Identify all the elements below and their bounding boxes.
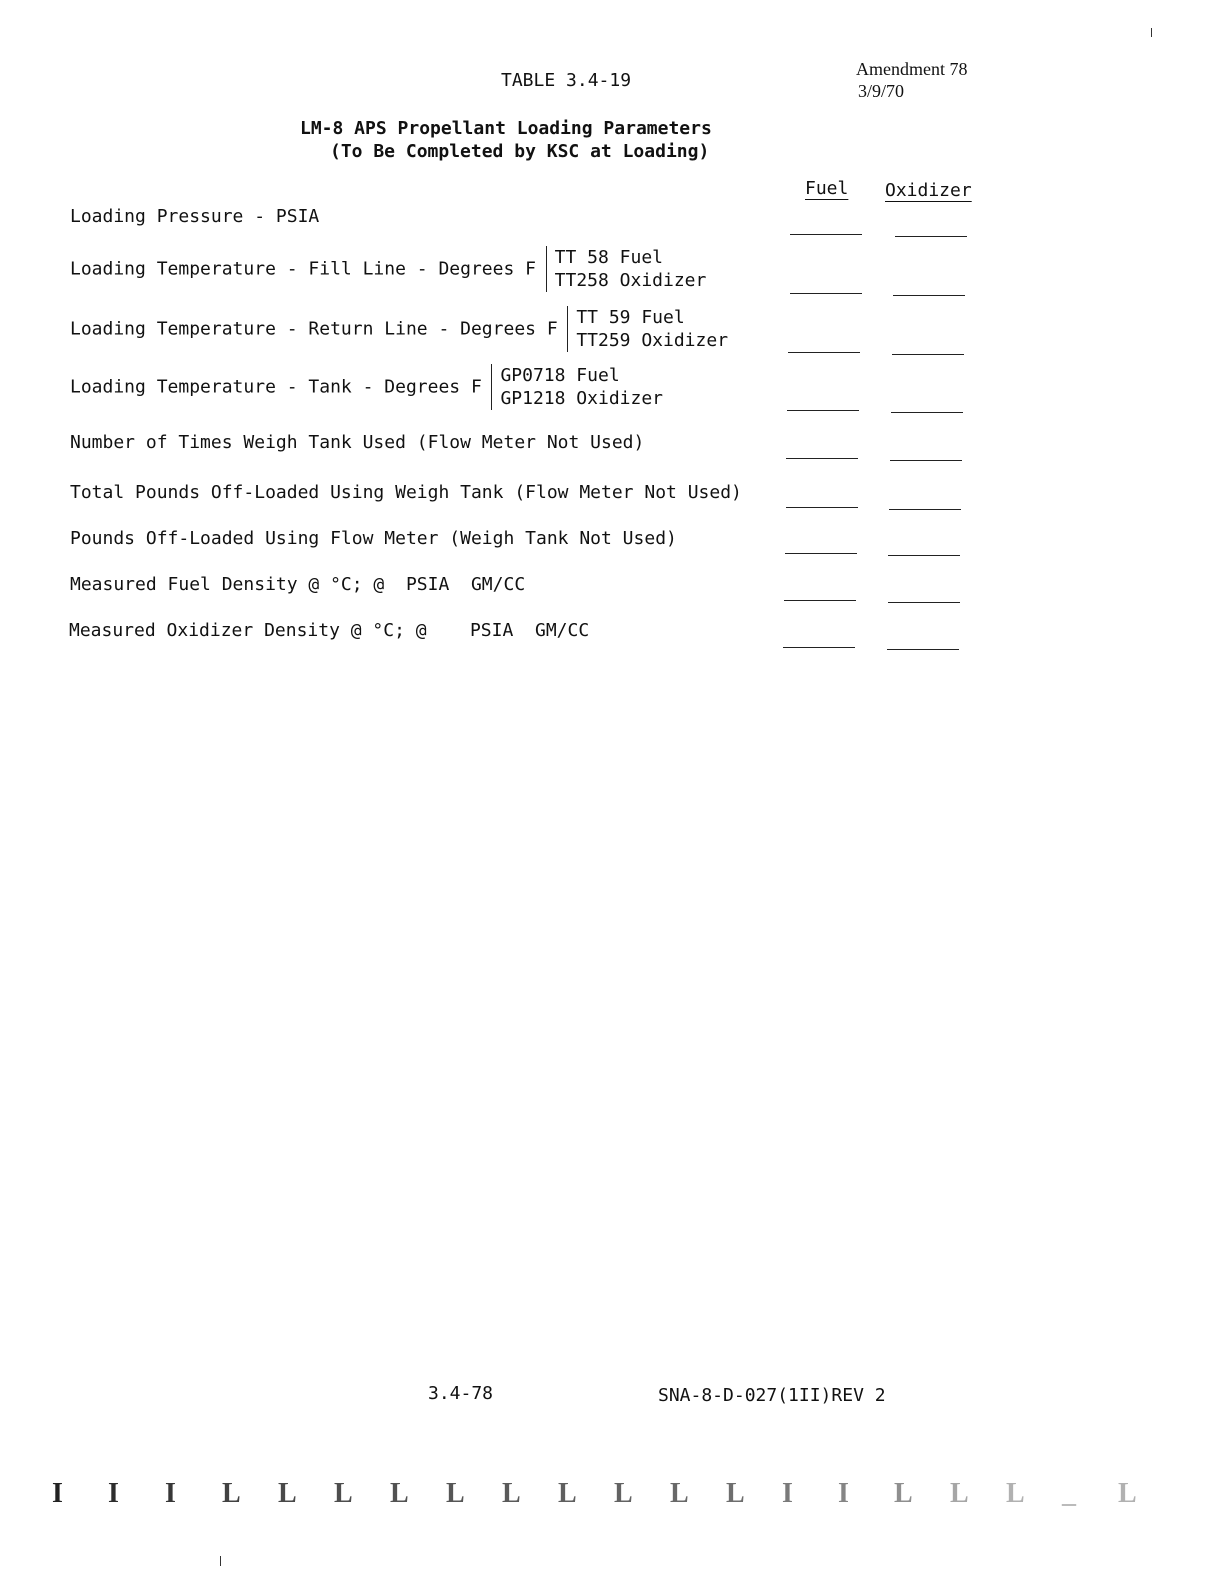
scan-mark: L (502, 1478, 521, 1509)
amendment-date: 3/9/70 (858, 81, 905, 101)
scan-mark: L (1118, 1478, 1137, 1509)
scan-mark: L (222, 1478, 241, 1509)
scan-mark: I (165, 1478, 176, 1509)
row-fill-line-temp (70, 246, 706, 292)
scan-mark: I (782, 1478, 793, 1509)
oxidizer-blank-6[interactable] (889, 509, 961, 510)
oxidizer-blank-2[interactable] (893, 295, 965, 296)
column-header-fuel: Fuel (805, 178, 849, 199)
row-total-pounds-weigh-tank: Total Pounds Off-Loaded Using Weigh Tank (Flow Meter Not Used) (70, 482, 742, 503)
table-subtitle: (To Be Completed by KSC at Loading) (330, 141, 710, 162)
scan-mark: L (1006, 1478, 1025, 1509)
oxidizer-blank-8[interactable] (888, 602, 960, 603)
scan-tick-top (1151, 28, 1152, 37)
sensor-oxidizer: TT259 Oxidizer (576, 330, 729, 351)
column-header-oxidizer: Oxidizer (885, 180, 972, 201)
oxidizer-blank-3[interactable] (892, 354, 964, 355)
fuel-blank-5[interactable] (786, 458, 858, 459)
fuel-blank-7[interactable] (785, 553, 857, 554)
scan-mark: L (670, 1478, 689, 1509)
brace-icon (546, 246, 553, 292)
oxidizer-blank-5[interactable] (890, 460, 962, 461)
row-label: Loading Temperature - Return Line - Degrees F (70, 318, 558, 340)
scan-mark: I (108, 1478, 119, 1509)
sensor-options (546, 246, 707, 292)
document-id: SNA-8-D-027(1II)REV 2 (658, 1385, 886, 1406)
sensor-oxidizer: TT258 Oxidizer (554, 270, 707, 291)
sensor-fuel: TT 58 Fuel (554, 247, 664, 268)
fuel-blank-1[interactable] (790, 234, 862, 235)
sensor-options (567, 306, 728, 352)
fuel-blank-2[interactable] (790, 293, 862, 294)
scan-mark: L (278, 1478, 297, 1509)
oxidizer-blank-1[interactable] (895, 236, 967, 237)
page-number: 3.4-78 (428, 1383, 494, 1404)
amendment-label: Amendment 78 (856, 59, 968, 79)
sensor-oxidizer: GP1218 Oxidizer (500, 388, 664, 409)
row-label: Loading Temperature - Tank - Degrees F (70, 376, 482, 398)
row-return-line-temp (70, 306, 728, 352)
row-weigh-tank-count: Number of Times Weigh Tank Used (Flow Meter Not Used) (70, 432, 645, 453)
row-label: Loading Temperature - Fill Line - Degrees F (70, 258, 536, 280)
brace-icon (567, 306, 574, 352)
oxidizer-blank-4[interactable] (891, 412, 963, 413)
row-loading-pressure: Loading Pressure - PSIA (70, 206, 320, 227)
row-oxidizer-density: Measured Oxidizer Density @ °C; @ PSIA GM/CC (69, 620, 590, 641)
table-title: LM-8 APS Propellant Loading Parameters (300, 118, 712, 139)
scan-mark: L (950, 1478, 969, 1509)
row-fuel-density: Measured Fuel Density @ °C; @ PSIA GM/CC (70, 574, 526, 595)
table-number: TABLE 3.4-19 (501, 70, 632, 91)
scan-mark: L (894, 1478, 913, 1509)
brace-icon (491, 364, 498, 410)
scan-mark: L (446, 1478, 465, 1509)
fuel-blank-8[interactable] (784, 600, 856, 601)
sensor-options (491, 364, 663, 410)
scan-mark: _ (1062, 1478, 1076, 1509)
oxidizer-blank-9[interactable] (887, 649, 959, 650)
sensor-fuel: TT 59 Fuel (576, 307, 685, 328)
scan-mark: I (52, 1478, 63, 1509)
scan-mark: L (558, 1478, 577, 1509)
fuel-blank-9[interactable] (783, 647, 855, 648)
fuel-blank-6[interactable] (786, 507, 858, 508)
fuel-blank-4[interactable] (787, 410, 859, 411)
sensor-fuel: GP0718 Fuel (500, 365, 620, 386)
row-tank-temp (70, 364, 663, 410)
fuel-blank-3[interactable] (788, 352, 860, 353)
scan-mark: L (726, 1478, 745, 1509)
scan-mark: I (838, 1478, 849, 1509)
oxidizer-blank-7[interactable] (888, 555, 960, 556)
scan-mark: L (614, 1478, 633, 1509)
scan-mark: L (334, 1478, 353, 1509)
scan-mark: L (390, 1478, 409, 1509)
row-pounds-flow-meter: Pounds Off-Loaded Using Flow Meter (Weigh Tank Not Used) (70, 528, 677, 549)
scan-tick-bottom (220, 1556, 221, 1566)
